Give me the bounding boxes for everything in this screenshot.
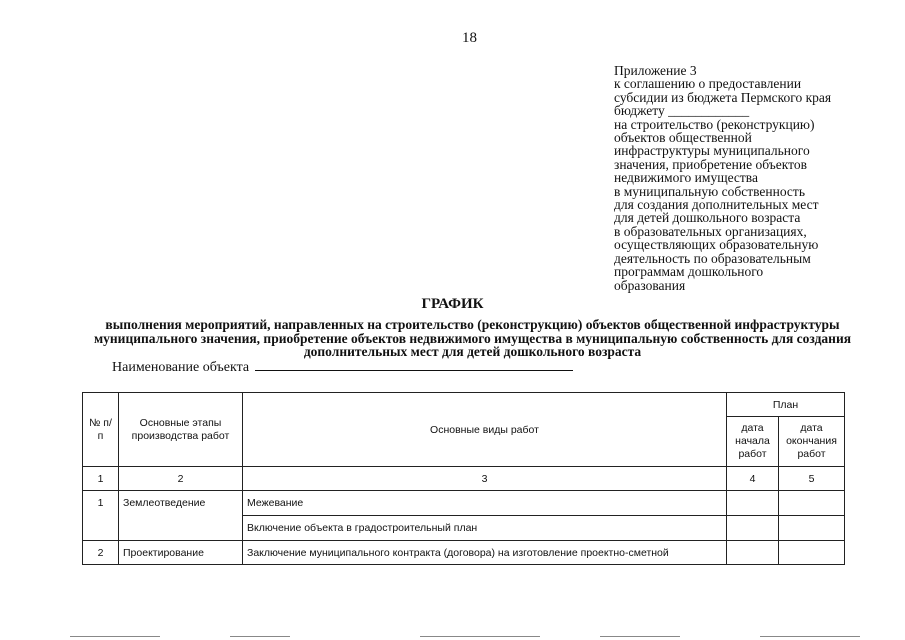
column-numbers-row xyxy=(83,467,845,491)
row-work: Включение объекта в градостроительный план xyxy=(243,516,727,541)
row-work: Межевание xyxy=(243,491,727,516)
appendix-line: субсидии из бюджета Пермского края xyxy=(614,89,832,105)
row-start-date xyxy=(727,491,779,516)
appendix-line: для создания дополнительных мест xyxy=(614,197,819,213)
appendix-line: объектов общественной xyxy=(614,130,752,146)
row-end-date xyxy=(779,516,845,541)
appendix-line: программам дошкольного xyxy=(614,264,764,280)
row-start-date xyxy=(727,541,779,565)
scan-mark xyxy=(760,636,860,637)
appendix-line: в муниципальную собственность xyxy=(614,183,805,199)
scan-mark xyxy=(230,636,290,637)
row-num: 1 xyxy=(83,491,119,541)
appendix-block xyxy=(614,64,874,292)
scan-mark xyxy=(420,636,540,637)
row-end-date xyxy=(779,491,845,516)
header-works: Основные виды работ xyxy=(243,393,727,467)
appendix-line: значения, приобретение объектов xyxy=(614,156,807,172)
object-name-row xyxy=(112,360,573,376)
scan-mark xyxy=(600,636,680,637)
document-title: ГРАФИК xyxy=(421,296,484,312)
row-start-date xyxy=(727,516,779,541)
appendix-line: деятельность по образовательным xyxy=(614,250,811,266)
appendix-line: к соглашению о предоставлении xyxy=(614,76,802,92)
column-number: 5 xyxy=(779,467,845,491)
header-end-date: дата окончания работ xyxy=(779,417,845,467)
row-work: Заключение муниципального контракта (договора) на изготовление проектно-сметной xyxy=(243,541,727,565)
header-num: № п/п xyxy=(83,393,119,467)
appendix-line: на строительство (реконструкцию) xyxy=(614,116,815,132)
column-number: 1 xyxy=(83,467,119,491)
row-stage: Землеотведение xyxy=(119,491,243,541)
table-row xyxy=(83,541,845,565)
header-start-date: дата начала работ xyxy=(727,417,779,467)
appendix-line: в образовательных организациях, xyxy=(614,223,807,239)
column-number: 2 xyxy=(119,467,243,491)
page-number: 18 xyxy=(462,30,477,46)
scan-edge-marks xyxy=(0,634,905,640)
column-number: 3 xyxy=(243,467,727,491)
header-plan: План xyxy=(727,393,845,417)
appendix-line: инфраструктуры муниципального xyxy=(614,143,810,159)
scan-mark xyxy=(70,636,160,637)
table-row xyxy=(83,491,845,516)
appendix-line: недвижимого имущества xyxy=(614,170,758,186)
table-header-row xyxy=(83,393,845,417)
object-name-label: Наименование объекта xyxy=(112,360,250,375)
object-name-blank-line xyxy=(255,360,573,371)
appendix-line: бюджету ____________ xyxy=(614,103,750,119)
column-number: 4 xyxy=(727,467,779,491)
appendix-line: Приложение 3 xyxy=(614,63,697,78)
row-num: 2 xyxy=(83,541,119,565)
header-stages: Основные этапы производства работ xyxy=(119,393,243,467)
appendix-line: для детей дошкольного возраста xyxy=(614,210,801,226)
appendix-line: осуществляющих образовательную xyxy=(614,237,819,253)
appendix-line: образования xyxy=(614,277,686,293)
document-subtitle: выполнения мероприятий, направленных на строительство (реконструкцию) объектов общественной инфраструктуры муниципального значения, приобретение объектов недвижимого имущества в муниципальную собственность для создания дополнительных мест для детей дошкольного возраста xyxy=(93,317,852,359)
schedule-table xyxy=(82,392,845,565)
row-end-date xyxy=(779,541,845,565)
row-stage: Проектирование xyxy=(119,541,243,565)
